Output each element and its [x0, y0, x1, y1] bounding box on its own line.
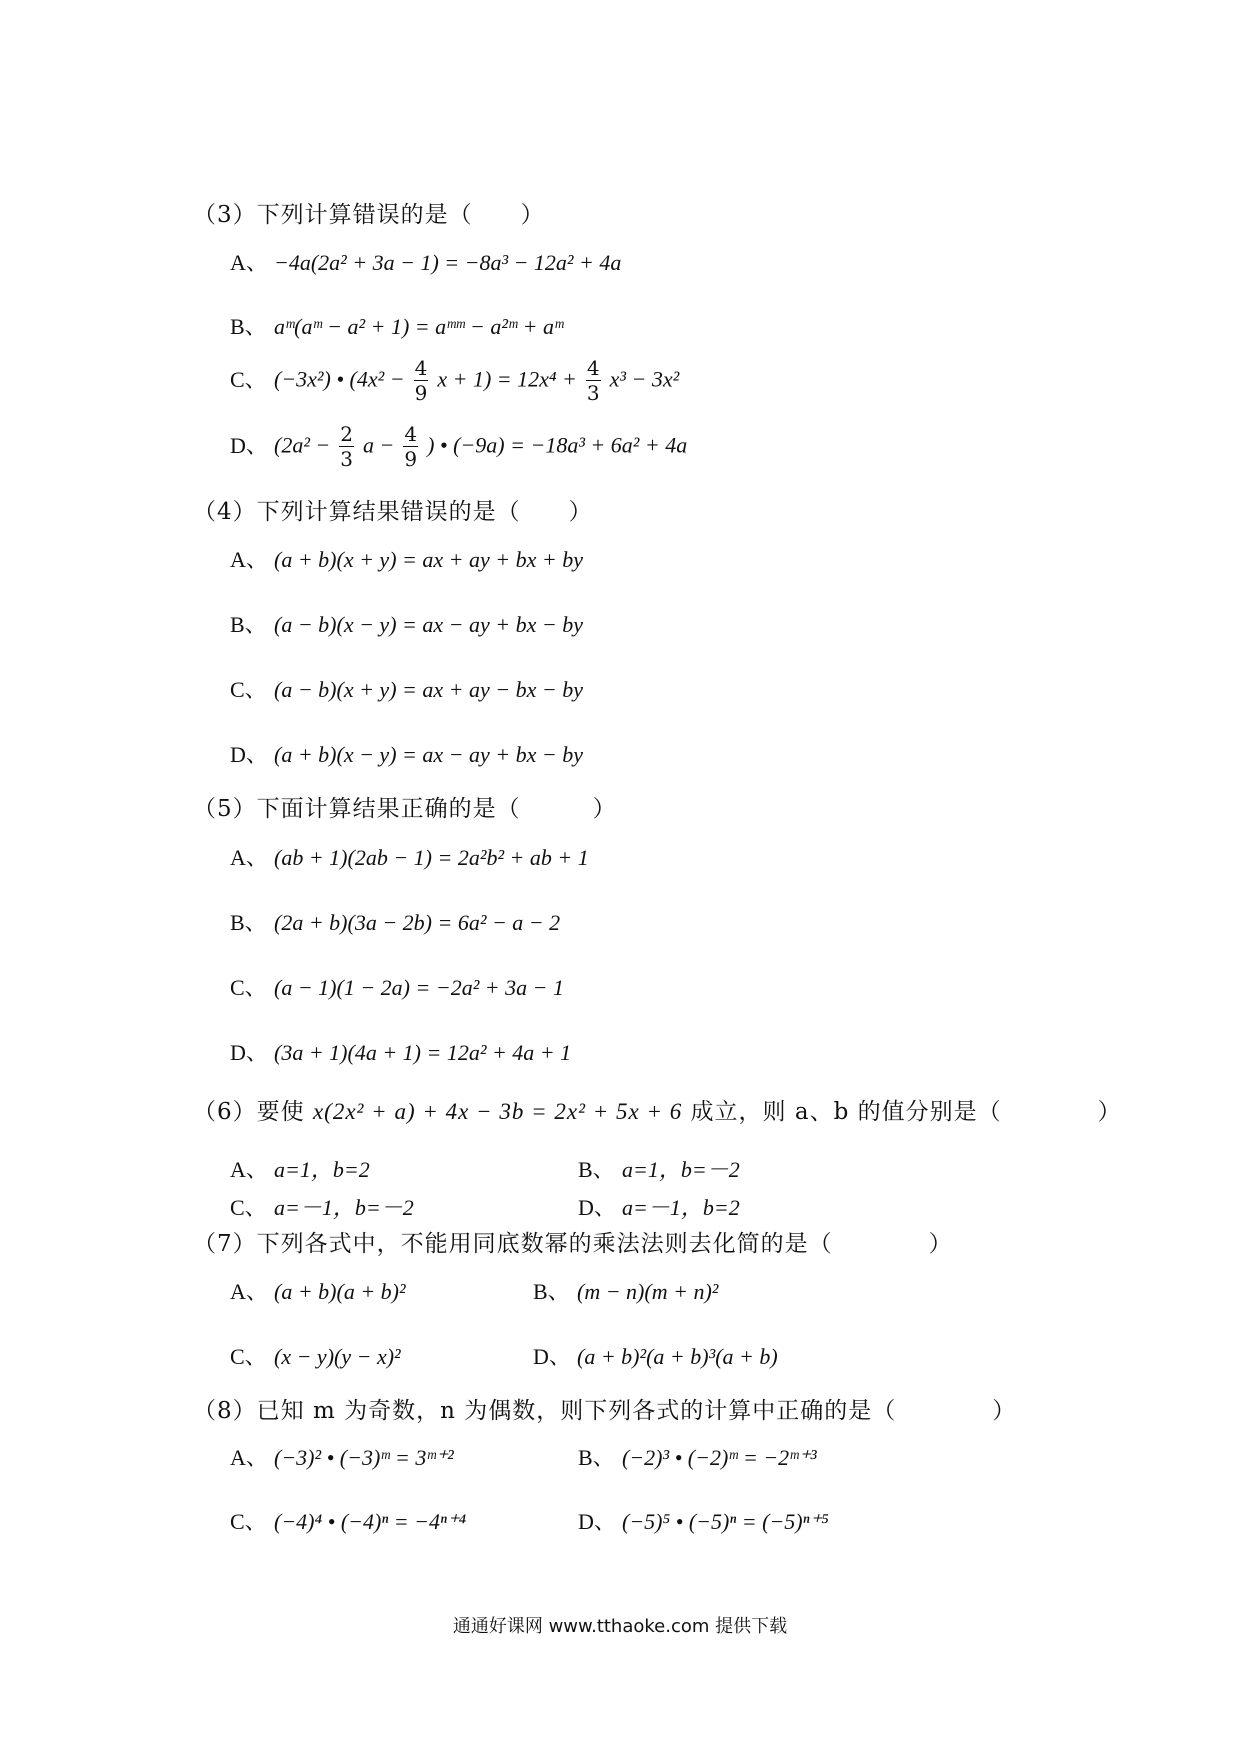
option-label: D、: [230, 432, 268, 458]
fraction: [586, 358, 601, 403]
option-label: A、: [230, 1157, 268, 1182]
question-5-option-c: [230, 971, 564, 1002]
option-expression-part: (−3x²) • (4x² −: [274, 366, 405, 392]
fraction-denominator: 9: [414, 381, 428, 405]
question-7-option-d: [533, 1340, 778, 1371]
question-6-option-c: [230, 1191, 414, 1222]
option-expression: a=1，b=2: [274, 1157, 370, 1182]
option-expression: (x − y)(y − x)²: [274, 1344, 401, 1369]
option-label: A、: [230, 1445, 268, 1470]
question-6-option-a: [230, 1153, 370, 1184]
option-expression: (−3)² • (−3)ᵐ = 3ᵐ⁺²: [274, 1445, 454, 1470]
question-3-option-d: [230, 424, 687, 469]
option-label: C、: [230, 975, 267, 1000]
option-label: C、: [230, 1344, 267, 1369]
option-expression: a=1，b=－2: [622, 1157, 740, 1182]
fraction-numerator: 2: [340, 422, 354, 446]
question-4-option-b: [230, 608, 583, 639]
option-label: D、: [533, 1344, 571, 1369]
option-label: D、: [578, 1195, 616, 1220]
question-8-option-c: [230, 1505, 466, 1536]
option-label: B、: [578, 1157, 615, 1182]
fraction-numerator: 4: [414, 356, 428, 380]
option-expression: a=－1，b=2: [622, 1195, 740, 1220]
option-label: A、: [230, 845, 268, 870]
fraction-numerator: 4: [586, 356, 600, 380]
question-3-option-b: [230, 310, 563, 341]
option-expression: (a + b)²(a + b)³(a + b): [577, 1344, 778, 1369]
option-expression-part: a −: [363, 432, 395, 458]
option-label: C、: [230, 366, 267, 392]
question-6-stem-prefix: （6）要使: [193, 1099, 305, 1125]
question-5-option-b: [230, 906, 560, 937]
question-3-option-c: [230, 358, 679, 403]
question-4-option-d: [230, 738, 583, 769]
fraction: [414, 358, 429, 403]
option-expression-part: (2a² −: [274, 432, 331, 458]
option-expression: (−4)⁴ • (−4)ⁿ = −4ⁿ⁺⁴: [274, 1509, 467, 1534]
question-8-option-a: [230, 1441, 454, 1472]
question-3-option-a: [230, 246, 621, 277]
option-expression: (a + b)(a + b)²: [274, 1279, 406, 1304]
option-expression: (a − b)(x − y) = ax − ay + bx − by: [274, 612, 583, 637]
option-label: B、: [230, 910, 267, 935]
fraction-denominator: 3: [340, 447, 354, 471]
option-expression: (a − b)(x + y) = ax + ay − bx − by: [274, 677, 583, 702]
option-expression-part: x + 1) = 12x⁴ +: [437, 366, 577, 392]
fraction-numerator: 4: [404, 422, 418, 446]
option-label: B、: [533, 1279, 570, 1304]
question-7-option-a: [230, 1275, 406, 1306]
question-6-option-d: [578, 1191, 740, 1222]
option-expression: (a + b)(x + y) = ax + ay + bx + by: [274, 547, 583, 572]
option-expression-part: x³ − 3x²: [609, 366, 680, 392]
fraction-denominator: 9: [404, 447, 418, 471]
question-5-option-d: [230, 1036, 571, 1067]
question-8-option-d: [578, 1505, 829, 1536]
question-8-stem: （8）已知 m 为奇数，n 为偶数，则下列各式的计算中正确的是（ ）: [193, 1398, 1017, 1424]
option-label: C、: [230, 1509, 267, 1534]
question-6-option-b: [578, 1153, 740, 1184]
option-label: A、: [230, 1279, 268, 1304]
option-expression: (−2)³ • (−2)ᵐ = −2ᵐ⁺³: [622, 1445, 817, 1470]
question-6-stem: [193, 1093, 1122, 1126]
option-expression: (−5)⁵ • (−5)ⁿ = (−5)ⁿ⁺⁵: [622, 1509, 829, 1534]
question-4-option-a: [230, 543, 583, 574]
question-5-stem: （5）下面计算结果正确的是（ ）: [193, 796, 617, 822]
option-label: D、: [578, 1509, 616, 1534]
question-4-option-c: [230, 673, 583, 704]
option-expression: (a + b)(x − y) = ax − ay + bx − by: [274, 742, 583, 767]
option-expression: (ab + 1)(2ab − 1) = 2a²b² + ab + 1: [274, 845, 589, 870]
option-expression: (2a + b)(3a − 2b) = 6a² − a − 2: [274, 910, 561, 935]
question-5-option-a: [230, 841, 589, 872]
question-7-option-c: [230, 1340, 401, 1371]
question-7-stem: （7）下列各式中，不能用同底数幂的乘法法则去化简的是（ ）: [193, 1231, 953, 1257]
option-label: C、: [230, 677, 267, 702]
fraction: [403, 424, 418, 469]
option-label: B、: [578, 1445, 615, 1470]
fraction: [339, 424, 354, 469]
question-3-stem: （3）下列计算错误的是（ ）: [193, 202, 545, 228]
option-expression: (3a + 1)(4a + 1) = 12a² + 4a + 1: [274, 1040, 572, 1065]
option-expression-part: ) • (−9a) = −18a³ + 6a² + 4a: [427, 432, 688, 458]
option-expression: aᵐ(aᵐ − a² + 1) = aᵐᵐ − a²ᵐ + aᵐ: [274, 314, 564, 339]
option-label: A、: [230, 547, 268, 572]
question-8-option-b: [578, 1441, 817, 1472]
option-label: B、: [230, 314, 267, 339]
option-label: D、: [230, 742, 268, 767]
option-expression: (m − n)(m + n)²: [577, 1279, 719, 1304]
question-6-stem-equation: x(2x² + a) + 4x − 3b = 2x² + 5x + 6: [312, 1099, 683, 1124]
question-7-option-b: [533, 1275, 718, 1306]
page-footer: 通通好课网 www.tthaoke.com 提供下载: [452, 1616, 788, 1637]
option-label: B、: [230, 612, 267, 637]
option-label: A、: [230, 250, 268, 275]
option-expression: (a − 1)(1 − 2a) = −2a² + 3a − 1: [274, 975, 564, 1000]
option-label: D、: [230, 1040, 268, 1065]
option-label: C、: [230, 1195, 267, 1220]
option-expression: −4a(2a² + 3a − 1) = −8a³ − 12a² + 4a: [274, 250, 622, 275]
option-expression: a=－1，b=－2: [274, 1195, 414, 1220]
question-6-stem-suffix: 成立，则 a、b 的值分别是（ ）: [690, 1099, 1122, 1125]
fraction-denominator: 3: [586, 381, 600, 405]
question-4-stem: （4）下列计算结果错误的是（ ）: [193, 499, 593, 525]
